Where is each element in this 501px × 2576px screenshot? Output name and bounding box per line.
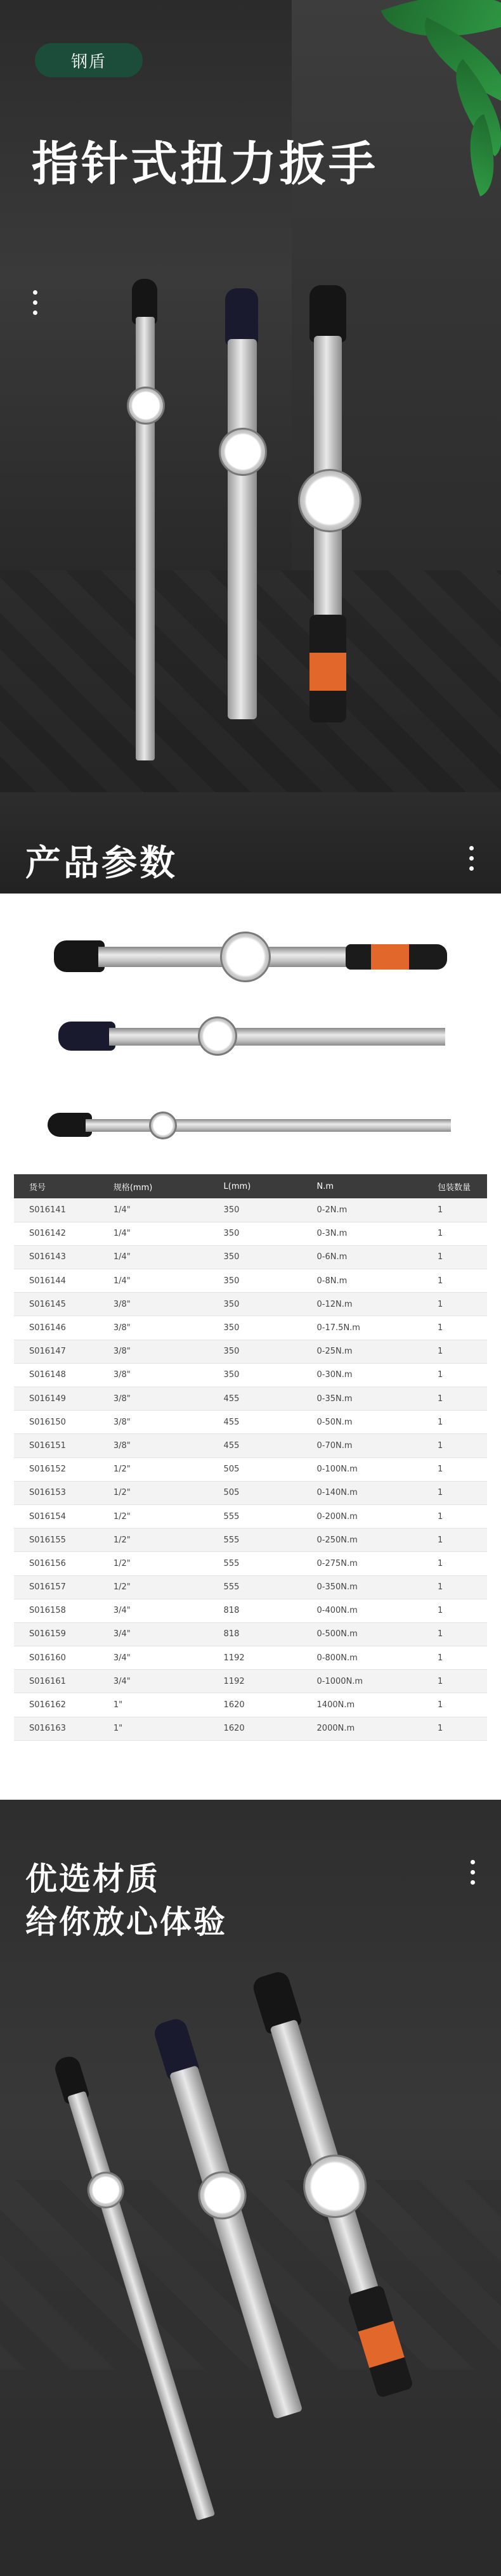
cell-spec: 3/4" <box>75 1670 167 1693</box>
table-row <box>14 1340 487 1363</box>
cell-spec: 1/2" <box>75 1458 167 1481</box>
cell-length: 1620 <box>167 1693 266 1717</box>
cell-length: 455 <box>167 1411 266 1434</box>
cell-item-no: S016154 <box>14 1504 75 1528</box>
table-row <box>14 1646 487 1670</box>
cell-pack-qty: 1 <box>381 1717 487 1740</box>
cell-torque: 0-275N.m <box>266 1552 381 1575</box>
cell-pack-qty: 1 <box>381 1316 487 1340</box>
cell-pack-qty: 1 <box>381 1552 487 1575</box>
cell-item-no: S016152 <box>14 1458 75 1481</box>
cell-length: 350 <box>167 1293 266 1316</box>
cell-length: 1192 <box>167 1646 266 1670</box>
cell-torque: 0-350N.m <box>266 1575 381 1599</box>
table-row <box>14 1717 487 1740</box>
cell-item-no: S016151 <box>14 1434 75 1458</box>
table-row <box>14 1387 487 1411</box>
table-row <box>14 1528 487 1552</box>
spec-table <box>14 1174 487 1741</box>
cell-spec: 1/4" <box>75 1198 167 1222</box>
table-row <box>14 1458 487 1481</box>
cell-length: 1620 <box>167 1717 266 1740</box>
cell-spec: 3/8" <box>75 1293 167 1316</box>
cell-torque: 0-400N.m <box>266 1599 381 1622</box>
cell-pack-qty: 1 <box>381 1670 487 1693</box>
cell-length: 455 <box>167 1434 266 1458</box>
cell-pack-qty: 1 <box>381 1458 487 1481</box>
cell-pack-qty: 1 <box>381 1293 487 1316</box>
cell-pack-qty: 1 <box>381 1245 487 1269</box>
cell-length: 555 <box>167 1504 266 1528</box>
header-cell-spec: 规格(mm) <box>75 1174 167 1198</box>
cell-spec: 3/8" <box>75 1340 167 1363</box>
cell-item-no: S016148 <box>14 1363 75 1387</box>
wrench-side-view-orange <box>54 932 447 982</box>
cell-pack-qty: 1 <box>381 1434 487 1458</box>
header-cell-length: L(mm) <box>167 1174 266 1198</box>
wrench-image-orange-grip <box>298 285 368 729</box>
more-dots-icon <box>33 290 37 315</box>
table-row <box>14 1269 487 1293</box>
header-cell-torque: N.m <box>266 1174 381 1198</box>
cell-pack-qty: 1 <box>381 1387 487 1411</box>
cell-spec: 1/4" <box>75 1269 167 1293</box>
cell-pack-qty: 1 <box>381 1363 487 1387</box>
cell-pack-qty: 1 <box>381 1575 487 1599</box>
header-cell-item-no: 货号 <box>14 1174 75 1198</box>
cell-pack-qty: 1 <box>381 1599 487 1622</box>
cell-pack-qty: 1 <box>381 1622 487 1646</box>
cell-spec: 1/2" <box>75 1504 167 1528</box>
cell-spec: 3/8" <box>75 1363 167 1387</box>
cell-pack-qty: 1 <box>381 1411 487 1434</box>
cell-torque: 0-100N.m <box>266 1458 381 1481</box>
table-row <box>14 1411 487 1434</box>
cell-pack-qty: 1 <box>381 1481 487 1504</box>
cell-item-no: S016162 <box>14 1693 75 1717</box>
cell-pack-qty: 1 <box>381 1222 487 1245</box>
cell-length: 818 <box>167 1622 266 1646</box>
cell-item-no: S016163 <box>14 1717 75 1740</box>
cell-spec: 3/8" <box>75 1411 167 1434</box>
cell-length: 350 <box>167 1340 266 1363</box>
cell-item-no: S016160 <box>14 1646 75 1670</box>
cell-pack-qty: 1 <box>381 1693 487 1717</box>
cell-pack-qty: 1 <box>381 1198 487 1222</box>
wrench-image-long <box>127 279 165 786</box>
wrench-side-view-medium <box>58 1014 452 1058</box>
cell-torque: 2000N.m <box>266 1717 381 1740</box>
more-dots-icon <box>471 1860 475 1885</box>
cell-length: 455 <box>167 1387 266 1411</box>
params-title: 产品参数 <box>25 843 178 884</box>
cell-torque: 1400N.m <box>266 1693 381 1717</box>
cell-pack-qty: 1 <box>381 1340 487 1363</box>
cell-spec: 3/4" <box>75 1646 167 1670</box>
cell-torque: 0-30N.m <box>266 1363 381 1387</box>
cell-torque: 0-3N.m <box>266 1222 381 1245</box>
cell-torque: 0-1000N.m <box>266 1670 381 1693</box>
cell-torque: 0-250N.m <box>266 1528 381 1552</box>
cell-item-no: S016156 <box>14 1552 75 1575</box>
hero-title: 指针式扭力扳手 <box>32 137 378 191</box>
cell-torque: 0-12N.m <box>266 1293 381 1316</box>
cell-length: 350 <box>167 1198 266 1222</box>
cell-item-no: S016153 <box>14 1481 75 1504</box>
material-title-line1: 优选材质 <box>25 1861 160 1897</box>
table-row <box>14 1363 487 1387</box>
table-row <box>14 1222 487 1245</box>
table-row <box>14 1599 487 1622</box>
cell-pack-qty: 1 <box>381 1504 487 1528</box>
cell-item-no: S016158 <box>14 1599 75 1622</box>
cell-torque: 0-8N.m <box>266 1269 381 1293</box>
cell-item-no: S016147 <box>14 1340 75 1363</box>
cell-length: 818 <box>167 1599 266 1622</box>
table-row <box>14 1293 487 1316</box>
cell-spec: 1/2" <box>75 1481 167 1504</box>
cell-length: 555 <box>167 1575 266 1599</box>
cell-torque: 0-200N.m <box>266 1504 381 1528</box>
cell-spec: 3/4" <box>75 1622 167 1646</box>
cell-item-no: S016145 <box>14 1293 75 1316</box>
table-row <box>14 1552 487 1575</box>
cell-length: 505 <box>167 1458 266 1481</box>
cell-spec: 1" <box>75 1717 167 1740</box>
cell-item-no: S016159 <box>14 1622 75 1646</box>
cell-length: 555 <box>167 1552 266 1575</box>
cell-torque: 0-70N.m <box>266 1434 381 1458</box>
wrench-image-medium <box>219 288 270 732</box>
cell-spec: 1/4" <box>75 1222 167 1245</box>
cell-item-no: S016150 <box>14 1411 75 1434</box>
cell-spec: 1/2" <box>75 1575 167 1599</box>
cell-torque: 0-25N.m <box>266 1340 381 1363</box>
table-row <box>14 1434 487 1458</box>
cell-torque: 0-500N.m <box>266 1622 381 1646</box>
cell-item-no: S016143 <box>14 1245 75 1269</box>
cell-length: 505 <box>167 1481 266 1504</box>
more-dots-icon <box>469 846 474 871</box>
cell-pack-qty: 1 <box>381 1528 487 1552</box>
cell-item-no: S016161 <box>14 1670 75 1693</box>
cell-pack-qty: 1 <box>381 1646 487 1670</box>
hero-section <box>0 0 501 792</box>
cell-item-no: S016141 <box>14 1198 75 1222</box>
cell-item-no: S016155 <box>14 1528 75 1552</box>
cell-item-no: S016142 <box>14 1222 75 1245</box>
cell-length: 350 <box>167 1269 266 1293</box>
wrench-side-view-long <box>48 1109 453 1141</box>
cell-torque: 0-800N.m <box>266 1646 381 1670</box>
cell-item-no: S016157 <box>14 1575 75 1599</box>
brand-badge: 钢盾 <box>35 43 143 77</box>
cell-item-no: S016149 <box>14 1387 75 1411</box>
cell-spec: 1/2" <box>75 1552 167 1575</box>
table-row <box>14 1198 487 1222</box>
table-row <box>14 1481 487 1504</box>
cell-length: 350 <box>167 1316 266 1340</box>
cell-spec: 3/8" <box>75 1434 167 1458</box>
cell-torque: 0-140N.m <box>266 1481 381 1504</box>
cell-spec: 1/4" <box>75 1245 167 1269</box>
table-row <box>14 1245 487 1269</box>
table-row <box>14 1575 487 1599</box>
cell-torque: 0-2N.m <box>266 1198 381 1222</box>
cell-length: 350 <box>167 1245 266 1269</box>
material-title-line2: 给你放心体验 <box>25 1904 227 1940</box>
cell-item-no: S016146 <box>14 1316 75 1340</box>
spec-table-header <box>14 1174 487 1198</box>
table-row <box>14 1504 487 1528</box>
cell-torque: 0-17.5N.m <box>266 1316 381 1340</box>
cell-length: 350 <box>167 1363 266 1387</box>
cell-torque: 0-50N.m <box>266 1411 381 1434</box>
table-row <box>14 1622 487 1646</box>
cell-spec: 3/4" <box>75 1599 167 1622</box>
cell-length: 555 <box>167 1528 266 1552</box>
table-row <box>14 1316 487 1340</box>
cell-spec: 3/8" <box>75 1387 167 1411</box>
cell-item-no: S016144 <box>14 1269 75 1293</box>
cell-pack-qty: 1 <box>381 1269 487 1293</box>
cell-spec: 1/2" <box>75 1528 167 1552</box>
cell-torque: 0-6N.m <box>266 1245 381 1269</box>
header-cell-pack-qty: 包装数量 <box>381 1174 487 1198</box>
table-row <box>14 1693 487 1717</box>
table-row <box>14 1670 487 1693</box>
cell-length: 1192 <box>167 1670 266 1693</box>
cell-spec: 1" <box>75 1693 167 1717</box>
cell-torque: 0-35N.m <box>266 1387 381 1411</box>
cell-spec: 3/8" <box>75 1316 167 1340</box>
cell-length: 350 <box>167 1222 266 1245</box>
